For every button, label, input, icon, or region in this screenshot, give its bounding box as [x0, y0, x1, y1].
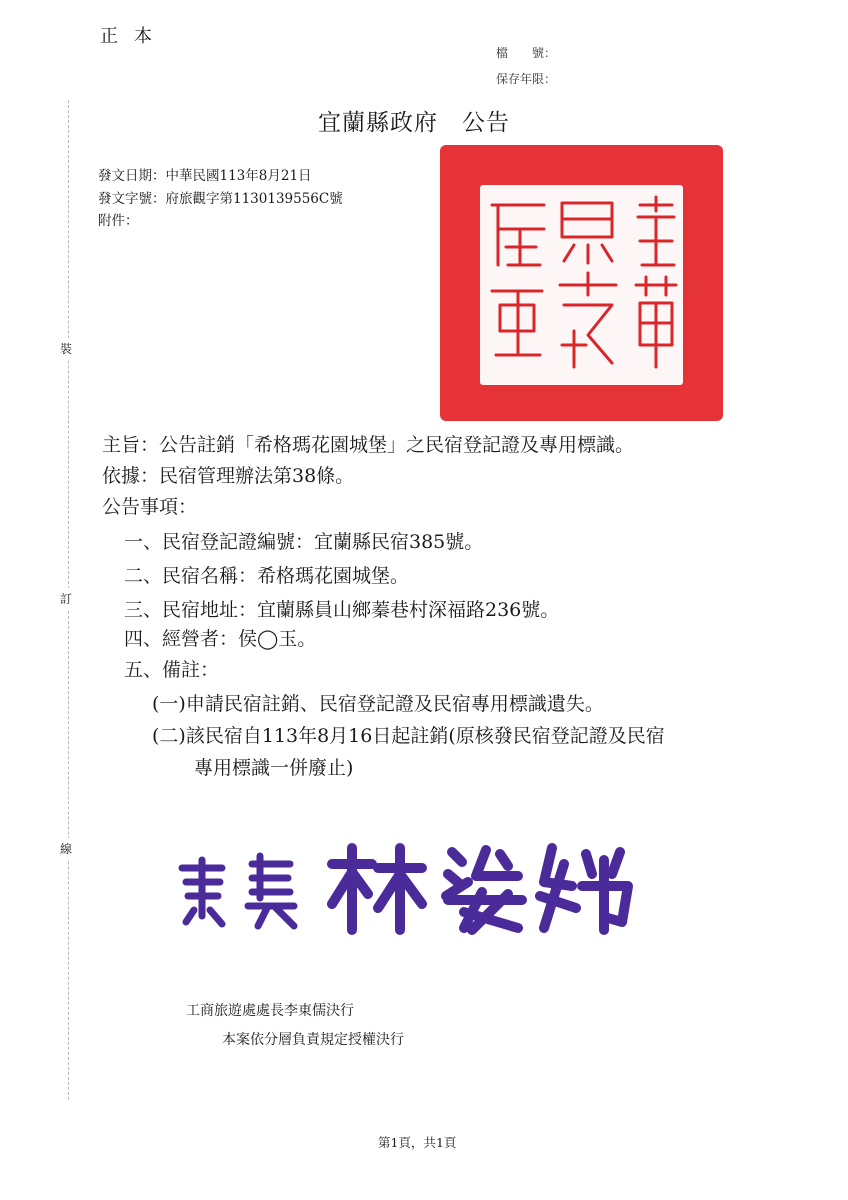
item-registration-number: 一、民宿登記證編號：宜蘭縣民宿385號。	[124, 531, 484, 553]
item-operator: 四、經營者：侯◯玉。	[124, 628, 317, 650]
binding-mark-xian: 線	[60, 838, 72, 859]
subject-line: 主旨：公告註銷「希格瑪花園城堡」之民宿登記證及專用標識。	[102, 434, 635, 456]
file-number-label: 檔 號：	[496, 46, 557, 60]
item-remarks-heading: 五、備註：	[124, 659, 220, 681]
approval-line-1: 工商旅遊處處長李東儒決行	[186, 1003, 354, 1019]
magistrate-signature	[172, 838, 642, 938]
binding-mark-zhuang: 裝	[60, 338, 72, 359]
item-bnb-name: 二、民宿名稱：希格瑪花園城堡。	[124, 565, 410, 587]
seal-glyphs-icon	[440, 145, 723, 421]
remark-2-continuation: 專用標識一併廢止)	[194, 757, 354, 779]
page-number: 第1頁，共1頁	[378, 1135, 457, 1150]
approval-line-2: 本案依分層負責規定授權決行	[222, 1032, 404, 1048]
attachment-label: 附件：	[98, 213, 139, 229]
remark-2: (二)該民宿自113年8月16日起註銷(原核發民宿登記證及民宿	[152, 725, 665, 747]
official-seal	[440, 145, 723, 421]
copy-mark: 正本	[100, 26, 168, 47]
remark-1: (一)申請民宿註銷、民宿登記證及民宿專用標識遺失。	[152, 693, 604, 715]
document-number: 發文字號：府旅觀字第1130139556C號	[98, 191, 343, 207]
item-bnb-address: 三、民宿地址：宜蘭縣員山鄉蓁巷村深福路236號。	[124, 599, 560, 621]
basis-line: 依據：民宿管理辦法第38條。	[102, 465, 355, 487]
binding-mark-ding: 訂	[60, 588, 72, 609]
items-heading: 公告事項：	[102, 496, 198, 518]
signature-stamp-icon	[172, 838, 642, 938]
retention-period-label: 保存年限：	[496, 72, 557, 86]
issue-date: 發文日期：中華民國113年8月21日	[98, 168, 312, 184]
page-title: 宜蘭縣政府 公告	[318, 110, 510, 136]
